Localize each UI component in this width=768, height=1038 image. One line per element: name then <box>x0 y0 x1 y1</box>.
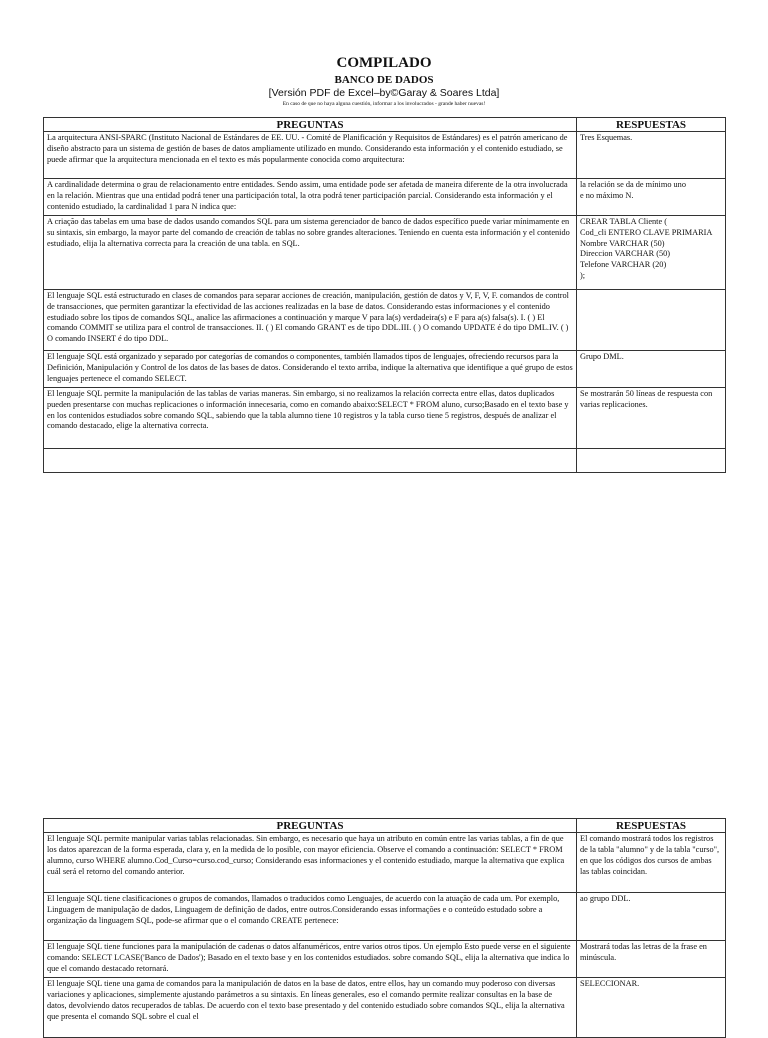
question-cell: El lenguaje SQL está organizado y separado por categorías de comandos o componentes, también llamados tipos de lenguajes, ofreciendo recursos para la Definición, Manipulación y Control de los datos de las bases de datos. Considerando el texto arriba, indique la alternativa que identifique a qué grupo de estos lenguajes pertenece el comando SELECT. <box>44 350 577 387</box>
qa-table-1 <box>43 117 726 473</box>
document-header <box>0 54 768 108</box>
question-cell: A cardinalidade determina o grau de relacionamento entre entidades. Sendo assim, uma entidade pode ser afetada de maneira diferente de la otra involucrada en la relación. Mientras que una entidad podrá tener una participación total, la otra podrá tener participación parcial. Considerando esta información y el contenido estudiado, la cardinalidad 1 para N indica que: <box>44 179 577 216</box>
answer-cell: Mostrará todas las letras de la frase en minúscula. <box>577 941 726 978</box>
answer-cell: Tres Esquemas. <box>577 132 726 179</box>
answer-cell: la relación se da de mínimo uno e no máximo N. <box>577 179 726 216</box>
question-cell: El lenguaje SQL está estructurado en clases de comandos para separar acciones de creación, manipulación, gestión de datos y V, F, V, F. comandos de control de transacciones, que permiten garantizar la efectividad de las acciones realizadas en la base de datos. Considerando estas informaciones y el contenido estudiado sobre los tipos de comandos SQL, analice las afirmaciones a continuación y marque V para la(s) verdadeira(s) e F para a(s) falsa(s). I. ( ) El comando COMMIT se utiliza para el control de transacciones. II. ( ) El comando GRANT es de tipo DDL.III. ( ) O comando UPDATE é do tipo DML.IV. ( ) O comando INSERT é do tipo DDL. <box>44 289 577 350</box>
table-row <box>44 387 726 448</box>
table-header-row <box>44 118 726 132</box>
table-row <box>44 448 726 472</box>
table-row <box>44 350 726 387</box>
question-cell: La arquitectura ANSI-SPARC (Instituto Nacional de Estándares de EE. UU. - Comité de Planificación y Requisitos de Estándares) es el patrón americano de diseño abstracto para un sistema de gestión de bases de datos ampliamente utilizado en mundo. Considerando esta información y el contenido estudiado, se puede afirmar que la arquitectura mencionada en el texto es más popularmente conocida como arquitectura: <box>44 132 577 179</box>
column-header-respuestas: RESPUESTAS <box>577 819 726 833</box>
question-cell: El lenguaje SQL tiene funciones para la manipulación de cadenas o datos alfanuméricos, entre varios otros tipos. Un ejemplo Esto puede verse en el siguiente comando: SELECT LCASE('Banco de Dados'); Basado en el texto base y en los contenidos estudiados. sobre comando SQL, elija la alternativa que indica lo que el comando destacado retornará. <box>44 941 577 978</box>
table-row <box>44 941 726 978</box>
question-cell: El lenguaje SQL permite manipular varias tablas relacionadas. Sin embargo, es necesario que haya un atributo en común entre las varias tablas, a fin de que los datos aparezcan de la forma esperada, clara y, en la medida de lo posible, con mayor eficiencia. Observe el comando a continuación: SELECT * FROM alumno, curso WHERE alumno.Cod_Curso=curso.cod_curso; Considerando esas informaciones y el contenido estudiado, marque la alternativa que explica cuál será el retorno del comando anterior. <box>44 833 577 893</box>
answer-cell: SELECCIONAR. <box>577 978 726 1038</box>
answer-cell: CREAR TABLA Cliente ( Cod_cli ENTERO CLAVE PRIMARIA Nombre VARCHAR (50) Direccion VARCHAR (50) Telefone VARCHAR (20) ); <box>577 215 726 289</box>
version-line: [Versión PDF de Excel–by©Garay & Soares Ltda] <box>268 87 500 99</box>
answer-cell: Se mostrarán 50 líneas de respuesta con varias replicaciones. <box>577 387 726 448</box>
table-row <box>44 132 726 179</box>
table-row <box>44 893 726 941</box>
answer-cell: ao grupo DDL. <box>577 893 726 941</box>
table-row <box>44 215 726 289</box>
table-row <box>44 289 726 350</box>
document-subtitle: BANCO DE DADOS <box>334 74 434 86</box>
question-cell: El lenguaje SQL permite la manipulación de las tablas de varias maneras. Sin embargo, si no realizamos la relación correcta entre ellas, datos duplicados pueden presentarse con muchas replicaciones o información innecesaria, como en comando abaixo:SELECT * FROM aluno, curso;Basado en el texto base y en los contenidos estudiados sobre comando SQL, sabiendo que la tabla alumno tiene 10 registros y la tabla curso tiene 5 registros, después de analizar el comando destacado, elige la alternativa correcta. <box>44 387 577 448</box>
question-cell <box>44 448 577 472</box>
answer-cell: El comando mostrará todos los registros de la tabla "alumno" y de la tabla "curso", en que los códigos dos cursos de ambas las tablas coincidan. <box>577 833 726 893</box>
column-header-preguntas: PREGUNTAS <box>44 118 577 132</box>
table-row <box>44 978 726 1038</box>
column-header-preguntas: PREGUNTAS <box>44 819 577 833</box>
question-cell: El lenguaje SQL tiene una gama de comandos para la manipulación de datos en la base de datos, entre ellos, hay un comando muy poderoso con diversas variaciones y aplicaciones, simplemente ajustando parámetros a su sintaxis. En líneas generales, eso el comando permite realizar consultas en la base de datos, devolviendo datos recuperados de tablas. De acuerdo con el texto base presentado y del contenido estudiado sobre comandos SQL, elija la alternativa que presenta el comando SQL sobre el cual el <box>44 978 577 1038</box>
qa-table-2 <box>43 818 726 1038</box>
header-note: En caso de que no haya alguna cuestión, informar a los involucrados - grande haber nuevas! <box>282 101 486 107</box>
question-cell: El lenguaje SQL tiene clasificaciones o grupos de comandos, llamados o traducidos como Lenguajes, de acuerdo con la atuação de cada um. Por exemplo, Linguagem de manipulação de dados, Linguagem de definição de dados, entre outros.Considerando essas informações e o conteúdo estudado sobre a organização da linguagem SQL, pode-se afirmar que o el comando CREATE pertenece: <box>44 893 577 941</box>
document-title: COMPILADO <box>336 55 432 71</box>
answer-cell <box>577 289 726 350</box>
table-row <box>44 833 726 893</box>
table-row <box>44 179 726 216</box>
table-header-row <box>44 819 726 833</box>
answer-cell: Grupo DML. <box>577 350 726 387</box>
column-header-respuestas: RESPUESTAS <box>577 118 726 132</box>
answer-cell <box>577 448 726 472</box>
question-cell: A criação das tabelas em uma base de dados usando comandos SQL para um sistema gerenciador de banco de dados específico puede variar mínimamente en su sintaxis, sin embargo, la mayor parte del comando de creación de tablas no sobre grandes alteraciones. Teniendo en cuenta esta información y el contenido estudiado, elija la alternativa correcta para la creación de una tabla. en SQL. <box>44 215 577 289</box>
